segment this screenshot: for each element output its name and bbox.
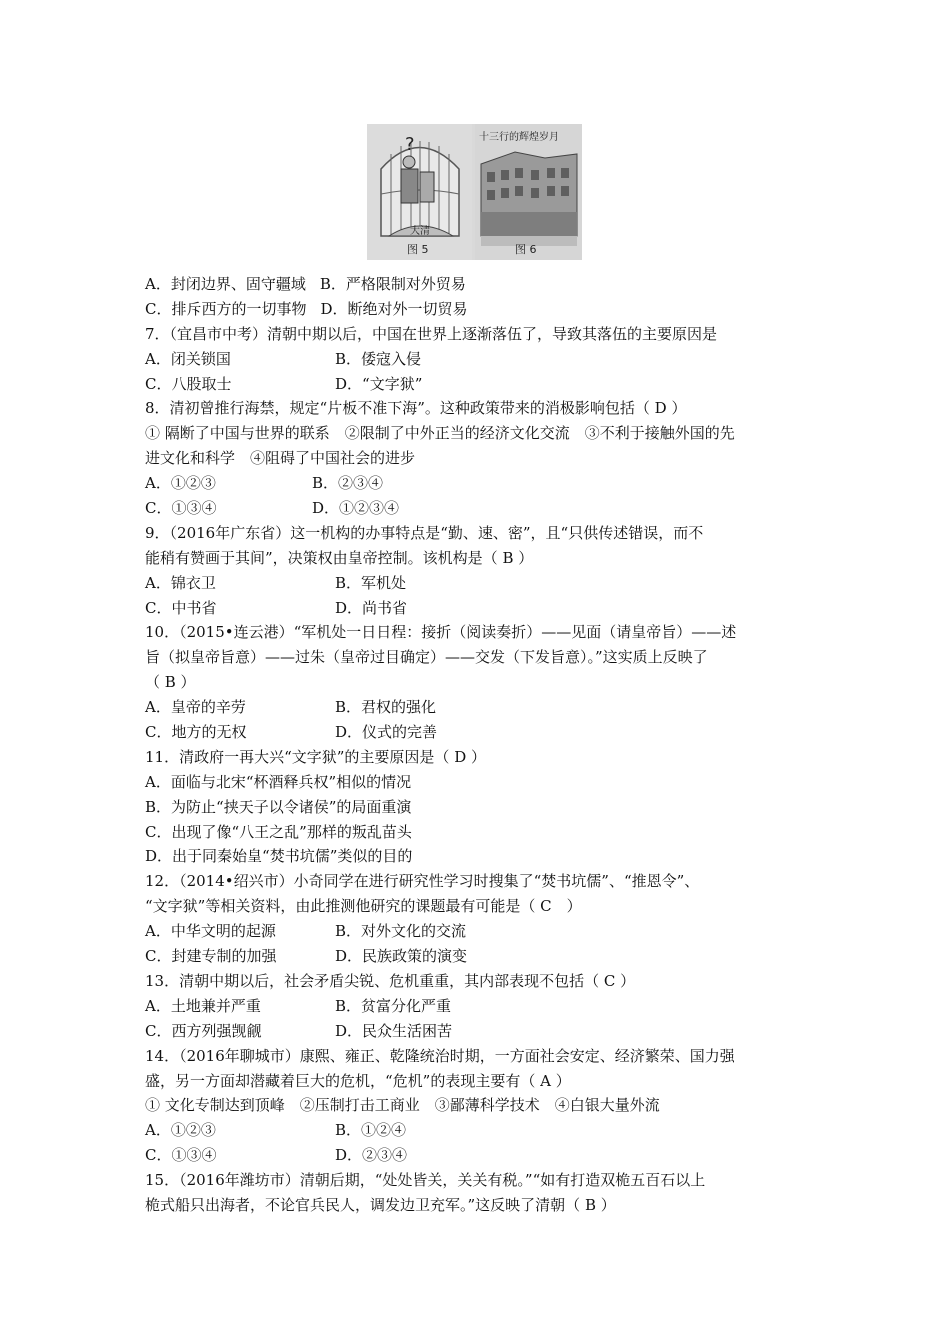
answer-option: C．①③④ xyxy=(145,499,217,518)
question-block xyxy=(145,272,815,322)
answer-option: D．民族政策的演变 xyxy=(335,947,468,966)
question-text-line: “文字狱”等相关资料，由此推测他研究的课题最有可能是（ C ） xyxy=(145,897,582,916)
option-row xyxy=(145,720,815,745)
figure-5-cage-cartoon xyxy=(367,124,472,260)
question-text-line: 8．清初曾推行海禁，规定“片板不准下海”。这种政策带来的消极影响包括（ D ） xyxy=(145,399,687,418)
option-row xyxy=(145,272,815,297)
answer-option: C．八股取士 xyxy=(145,374,232,393)
answer-option: A．中华文明的起源 xyxy=(145,922,276,941)
option-row xyxy=(145,944,815,969)
option-row xyxy=(145,994,815,1019)
question-text-line: 9．（2016年广东省）这一机构的办事特点是“勤、速、密”，且“只供传述错误，而不 xyxy=(145,523,704,542)
answer-option: D．民众生活困苦 xyxy=(335,1021,453,1040)
question-text-line: （ B ） xyxy=(145,673,196,692)
answer-option: B．对外文化的交流 xyxy=(335,922,467,941)
answer-option: B．②③④ xyxy=(312,474,384,493)
answer-option: B．贫富分化严重 xyxy=(335,996,452,1015)
answer-option: C．①③④ xyxy=(145,1146,217,1165)
figure-6-caption: 图 6 xyxy=(515,243,537,256)
question-block xyxy=(145,521,815,621)
question-text-line: 旨（拟皇帝旨意）——过朱（皇帝过目确定）——交发（下发旨意）。”这实质上反映了 xyxy=(145,648,708,667)
figure-6-thirteen-hongs xyxy=(475,124,582,260)
question-text-line: 能稍有赞画于其间”，决策权由皇帝控制。该机构是（ B ） xyxy=(145,548,534,567)
question-list xyxy=(145,272,815,1218)
figure-6-banner: 十三行的辉煌岁月 xyxy=(479,132,559,143)
question-text-line: A．面临与北宋“杯酒释兵权”相似的情况 xyxy=(145,772,412,791)
question-block xyxy=(145,969,815,1044)
question-text-line: 盛，另一方面却潜藏着巨大的危机，“危机”的表现主要有（ A ） xyxy=(145,1071,571,1090)
option-row xyxy=(145,1019,815,1044)
question-block xyxy=(145,620,815,744)
answer-option: A．土地兼并严重 xyxy=(145,996,261,1015)
answer-option: B．倭寇入侵 xyxy=(335,349,422,368)
answer-option: C．排斥西方的一切事物 xyxy=(145,299,307,318)
question-text-line: ① 隔断了中国与世界的联系 ②限制了中外正当的经济文化交流 ③不利于接触外国的先 xyxy=(145,424,735,443)
answer-option: C．中书省 xyxy=(145,598,217,617)
option-row xyxy=(145,347,815,372)
answer-option: B．君权的强化 xyxy=(335,698,437,717)
figure-5-caption: 图 5 xyxy=(407,243,429,256)
answer-option: D．①②③④ xyxy=(312,499,400,518)
answer-option: D．仪式的完善 xyxy=(335,723,438,742)
option-row xyxy=(145,596,815,621)
question-text-line: 7．（宜昌市中考）清朝中期以后，中国在世界上逐渐落伍了，导致其落伍的主要原因是 xyxy=(145,324,718,343)
question-block xyxy=(145,1168,815,1218)
question-text-line: 桅式船只出海者，不论官兵民人，调发边卫充军。”这反映了清朝（ B ） xyxy=(145,1195,616,1214)
answer-option: C．封建专制的加强 xyxy=(145,947,277,966)
question-text-line: B．为防止“挟天子以令诸侯”的局面重演 xyxy=(145,797,412,816)
option-row xyxy=(145,372,815,397)
answer-option: B．军机处 xyxy=(335,573,407,592)
option-row xyxy=(145,1118,815,1143)
svg-text:?: ? xyxy=(405,134,415,155)
figure-pair xyxy=(367,124,582,260)
option-row xyxy=(145,297,815,322)
question-text-line: 14．（2016年聊城市）康熙、雍正、乾隆统治时期，一方面社会安定、经济繁荣、国力强 xyxy=(145,1046,735,1065)
answer-option: D．尚书省 xyxy=(335,598,408,617)
question-text-line: 13．清朝中期以后，社会矛盾尖锐、危机重重，其内部表现不包括（ C ） xyxy=(145,971,636,990)
question-block xyxy=(145,869,815,969)
question-text-line: 进文化和科学 ④阻碍了中国社会的进步 xyxy=(145,449,416,468)
answer-option: C．西方列强觊觎 xyxy=(145,1021,262,1040)
question-text-line: 10．（2015•连云港）“军机处一日日程：接折（阅读奏折）——见面（请皇帝旨）——述 xyxy=(145,623,737,642)
question-text-line: 15．（2016年潍坊市）清朝后期，“处处皆关，关关有税。”“如有打造双桅五百石以上 xyxy=(145,1171,706,1190)
question-block xyxy=(145,396,815,520)
question-block xyxy=(145,322,815,397)
option-row xyxy=(145,695,815,720)
option-row xyxy=(145,919,815,944)
option-row xyxy=(145,471,815,496)
answer-option: A．皇帝的辛劳 xyxy=(145,698,246,717)
question-text-line: 12．（2014•绍兴市）小奇同学在进行研究性学习时搜集了“焚书坑儒”、“推恩令”、 xyxy=(145,872,700,891)
answer-option: A．闭关锁国 xyxy=(145,349,231,368)
answer-option: A．①②③ xyxy=(145,474,216,493)
answer-option: D．断绝对外一切贸易 xyxy=(320,299,468,318)
question-text-line: ① 文化专制达到顶峰 ②压制打击工商业 ③鄙薄科学技术 ④白银大量外流 xyxy=(145,1096,660,1115)
question-text-line: C．出现了像“八王之乱”那样的叛乱苗头 xyxy=(145,822,412,841)
answer-option: C．地方的无权 xyxy=(145,723,247,742)
question-block xyxy=(145,1044,815,1168)
answer-option: A．锦衣卫 xyxy=(145,573,216,592)
answer-option: D．②③④ xyxy=(335,1146,408,1165)
question-text-line: D．出于同秦始皇“焚书坑儒”类似的目的 xyxy=(145,847,413,866)
answer-option: B．①②④ xyxy=(335,1121,407,1140)
answer-option: B．严格限制对外贸易 xyxy=(319,275,466,293)
option-row xyxy=(145,571,815,596)
option-row xyxy=(145,496,815,521)
answer-option: A．①②③ xyxy=(145,1121,216,1140)
option-row xyxy=(145,1143,815,1168)
question-block xyxy=(145,745,815,869)
question-text-line: 11．清政府一再大兴“文字狱”的主要原因是（ D ） xyxy=(145,747,486,766)
answer-option: D．“文字狱” xyxy=(335,374,423,393)
answer-option: A．封闭边界、固守疆域 xyxy=(145,275,306,293)
cage-label: 大清 xyxy=(410,226,430,237)
